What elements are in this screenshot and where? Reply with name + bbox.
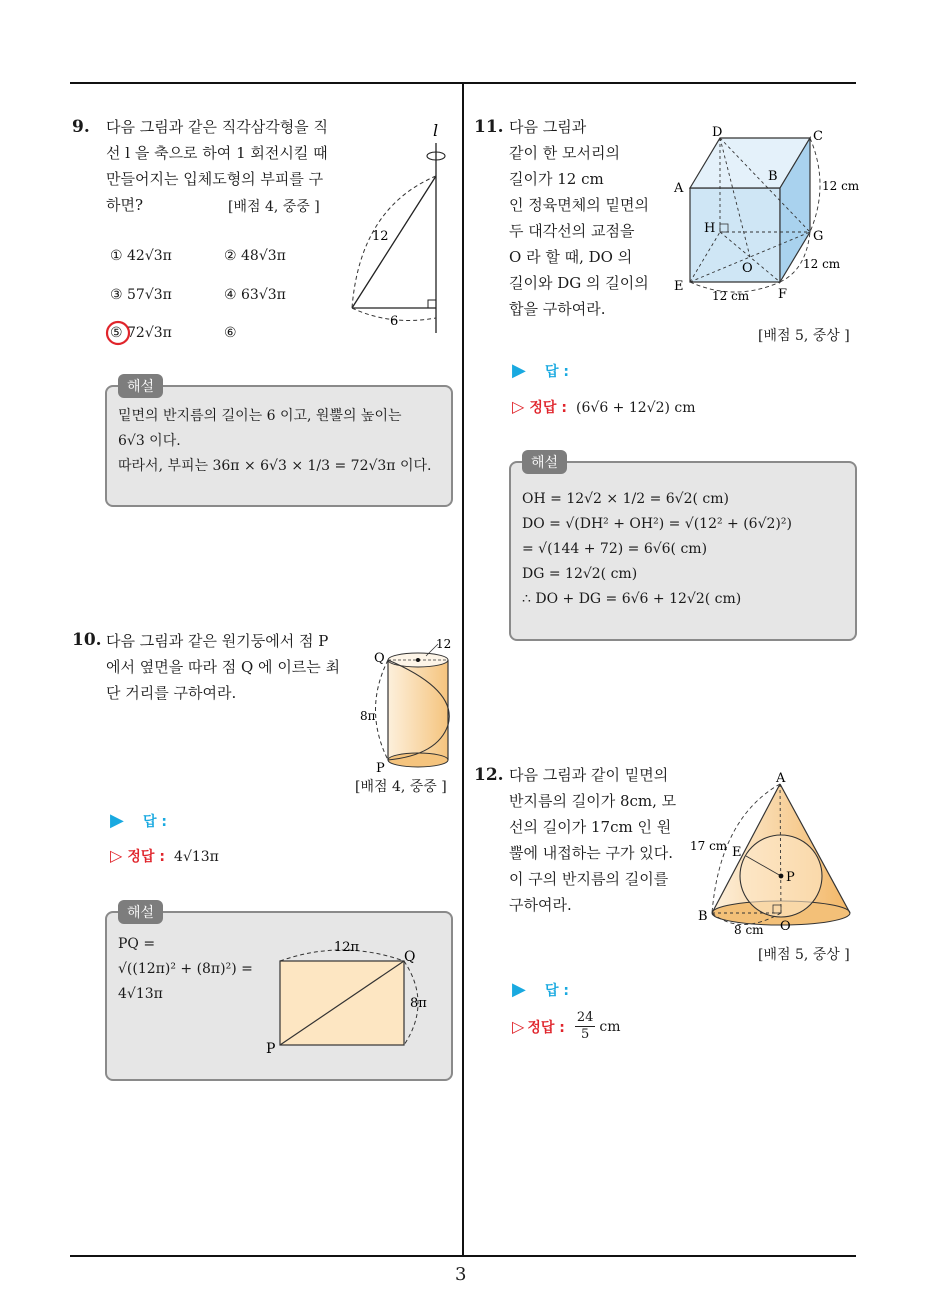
q10-line: 에서 옆면을 따라 점 Q 에 이르는 최	[106, 658, 341, 676]
q12-line: 이 구의 반지름의 길이를	[509, 870, 669, 888]
play-icon: ▶	[110, 810, 124, 831]
v-g: G	[813, 229, 824, 244]
v-h: H	[704, 221, 716, 236]
len-2: 12 cm	[803, 257, 841, 271]
q9-line: 선 l 을 축으로 하여 1 회전시킬 때	[106, 144, 328, 162]
q10-q: Q	[374, 651, 385, 666]
q11-line: 길이와 DG 의 길이의	[509, 274, 649, 292]
answer-prompt-label: 답 :	[544, 983, 569, 999]
exp-line: 4√13π	[118, 986, 163, 1002]
q12-line: 다음 그림과 같이 밑면의	[509, 766, 669, 784]
q11-text	[509, 114, 669, 322]
q9-choice-4[interactable]: ④ 63√3π	[224, 287, 286, 303]
exp-top: 12π	[334, 940, 360, 955]
q10-exp-tag: 해설	[118, 900, 163, 924]
exp-q: Q	[404, 949, 416, 965]
q10-answer	[110, 846, 219, 866]
q11-answer-prompt	[512, 360, 569, 381]
q11-line: 길이가 12 cm	[509, 170, 604, 188]
q9-axis-label: l	[433, 121, 439, 140]
v-a: A	[674, 181, 684, 196]
q9-choice-5[interactable]: ⑤ 72√3π	[110, 325, 172, 341]
q12-answer	[512, 1010, 621, 1043]
answer-fraction	[575, 1010, 596, 1043]
v-p: P	[786, 870, 795, 885]
q12-text	[509, 762, 689, 918]
exp-line: DO = √(DH² + OH²) = √(12² + (6√2)²)	[522, 516, 792, 532]
q10-number: 10.	[72, 630, 102, 650]
play-icon: ▶	[512, 360, 526, 381]
fraction-num: 24	[576, 1010, 594, 1025]
q9-choice-6[interactable]: ⑥	[224, 325, 237, 341]
triangle-icon: ▷	[512, 1017, 525, 1036]
q9-exp-text	[118, 404, 448, 479]
q11-exp-text	[522, 487, 852, 612]
q11-number: 11.	[474, 117, 504, 137]
answer-value: (6√6 + 12√2) cm	[576, 400, 696, 416]
q9-choice-1[interactable]: ① 42√3π	[110, 248, 172, 264]
v-a: A	[776, 771, 786, 786]
answer-label: 정답 :	[527, 1019, 565, 1036]
slant-label: 17 cm	[690, 839, 728, 853]
q12-line: 구하여라.	[509, 896, 572, 914]
selected-answer-mark	[103, 318, 133, 348]
q12-figure	[690, 768, 865, 943]
q12-line: 반지름의 길이가 8cm, 모	[509, 792, 677, 810]
q11-exp-tag: 해설	[522, 450, 567, 474]
exp-line: 밑면의 반지름의 길이는 6 이고, 원뿔의 높이는	[118, 408, 402, 424]
q9-exp-tag: 해설	[118, 374, 163, 398]
q9-hyp-label: 12	[372, 229, 389, 244]
q11-line: 합을 구하여라.	[509, 300, 606, 318]
q12-number: 12.	[474, 765, 504, 785]
exp-line: = √(144 + 72) = 6√6( cm)	[522, 541, 708, 557]
q10-exp-text	[118, 932, 258, 1007]
exp-line: 6√3 이다.	[118, 433, 181, 449]
q9-number: 9.	[72, 117, 90, 137]
q9-line: 만들어지는 입체도형의 부피를 구	[106, 170, 324, 188]
q11-line: 같이 한 모서리의	[509, 144, 620, 162]
q10-line: 다음 그림과 같은 원기둥에서 점 P	[106, 632, 329, 650]
q10-exp-figure	[262, 935, 442, 1060]
q9-line: 하면?	[106, 196, 144, 214]
v-o: O	[742, 261, 753, 276]
v-d: D	[712, 125, 723, 140]
q11-figure	[668, 120, 863, 310]
q11-score: [배점 5, 중상 ]	[758, 328, 850, 344]
answer-value: 4√13π	[174, 849, 219, 865]
answer-label: 정답 :	[127, 849, 165, 865]
page-number: 3	[455, 1264, 467, 1285]
len-1: 12 cm	[822, 179, 860, 193]
q10-line: 단 거리를 구하여라.	[106, 684, 237, 702]
q10-score: [배점 4, 중중 ]	[355, 779, 447, 795]
v-e: E	[674, 279, 684, 294]
q9-line: 다음 그림과 같은 직각삼각형을 직	[106, 118, 328, 136]
exp-line: DG = 12√2( cm)	[522, 566, 638, 582]
q12-score: [배점 5, 중상 ]	[758, 947, 850, 963]
answer-label: 정답 :	[529, 400, 567, 416]
q11-answer	[512, 397, 696, 417]
q12-line: 선의 길이가 17cm 인 원	[509, 818, 672, 836]
q10-h: 8π	[360, 709, 376, 723]
exp-line: √((12π)² + (8π)²) =	[118, 961, 253, 977]
len-3: 12 cm	[712, 289, 750, 303]
exp-line: ∴ DO + DG = 6√6 + 12√2( cm)	[522, 591, 742, 607]
exp-line: OH = 12√2 × 1/2 = 6√2( cm)	[522, 491, 729, 507]
v-e: E	[732, 845, 742, 860]
exp-line: 따라서, 부피는 36π × 6√3 × 1/3 = 72√3π 이다.	[118, 458, 432, 474]
q9-choice-3[interactable]: ③ 57√3π	[110, 287, 172, 303]
triangle-icon: ▷	[110, 846, 123, 865]
bottom-rule	[70, 1255, 856, 1257]
q10-answer-prompt	[110, 810, 167, 831]
q10-text	[106, 628, 346, 706]
column-divider	[462, 84, 464, 1256]
fraction-den: 5	[580, 1027, 590, 1042]
q11-line: 인 정육면체의 밑면의	[509, 196, 649, 214]
exp-side: 8π	[410, 996, 427, 1011]
v-b: B	[768, 169, 778, 184]
exp-line: PQ =	[118, 936, 156, 952]
exp-p: P	[266, 1041, 276, 1057]
q12-line: 뿔에 내접하는 구가 있다.	[509, 844, 673, 862]
radius-label: 8 cm	[734, 923, 764, 937]
answer-unit: cm	[599, 1018, 621, 1035]
q12-answer-prompt	[512, 979, 569, 1000]
answer-prompt-label: 답 :	[544, 364, 569, 380]
q9-score: [배점 4, 중중 ]	[228, 199, 320, 215]
v-c: C	[813, 129, 823, 144]
q10-r: 12	[436, 637, 452, 651]
q11-line: O 라 할 때, DO 의	[509, 248, 633, 266]
v-o: O	[780, 919, 791, 934]
v-b: B	[698, 909, 708, 924]
q9-choice-2[interactable]: ② 48√3π	[224, 248, 286, 264]
v-f: F	[778, 287, 788, 302]
q9-base-label: 6	[390, 314, 399, 329]
triangle-icon: ▷	[512, 397, 525, 416]
q10-p: P	[376, 761, 385, 776]
q10-figure	[358, 630, 458, 780]
answer-prompt-label: 답 :	[142, 814, 167, 830]
play-icon: ▶	[512, 979, 526, 1000]
q11-line: 다음 그림과	[509, 118, 587, 136]
q9-figure	[340, 118, 460, 340]
q11-line: 두 대각선의 교점을	[509, 222, 635, 240]
